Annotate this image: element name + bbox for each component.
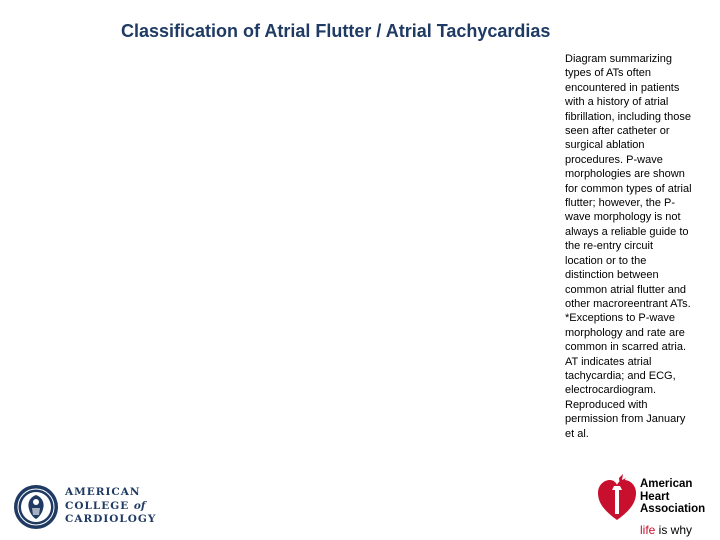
aha-logo [596, 474, 714, 536]
acc-logo [13, 484, 155, 530]
aha-line-1: American [640, 478, 693, 490]
aha-tagline: life is why [640, 523, 693, 537]
aha-line-3: Association [640, 503, 706, 515]
slide-title: Classification of Atrial Flutter / Atrial Tachycardias [121, 21, 551, 41]
heart-torch-icon [596, 474, 638, 524]
acc-line-1: AMERICAN [65, 486, 141, 498]
acc-line-3: CARDIOLOGY [65, 513, 157, 526]
aha-line-2: Heart [640, 490, 670, 503]
acc-wordmark [65, 486, 156, 527]
acc-seal-icon [13, 484, 59, 530]
acc-line-2: COLLEGE of [65, 499, 146, 512]
aha-wordmark [640, 478, 705, 516]
figure-caption: Diagram summarizing types of ATs often encountered in patients with a history of atrial fibrillation, including those seen after catheter or surgical ablation procedures. P-wave morphologies are shown for common types of atrial flutter; however, the P- wave morphology is not always a reliable guide to the re-entry circuit location or to the distinction between common atrial flutter and other macroreentrant ATs. *Exceptions to P-wave morphology and rate are common in scarred atria. AT indicates atrial tachycardia; and ECG, electrocardiogram. Reproduced with permission from January et al. [565, 53, 692, 440]
